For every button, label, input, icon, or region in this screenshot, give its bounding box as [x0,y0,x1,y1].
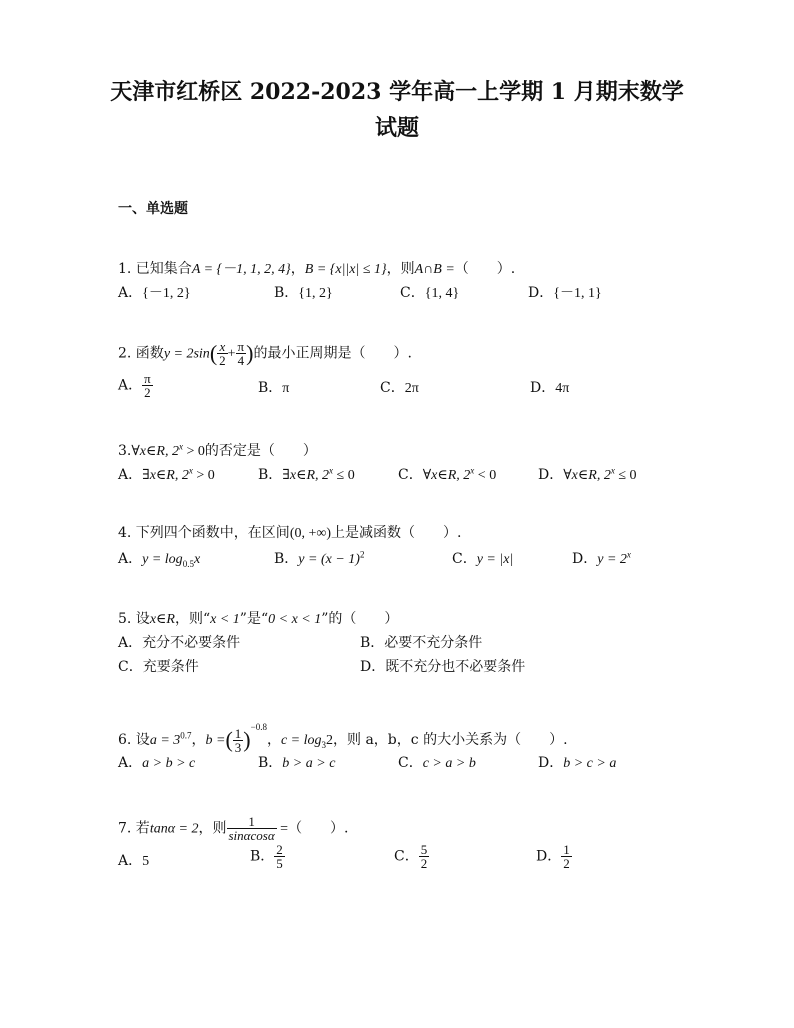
fraction-pi-over-2: $\frac{\pi}{2}$ [144,371,151,400]
q4-option-d[interactable]: D．$y = 2^x$ [572,549,631,567]
question-6: 6. 设$a = 3^{0.7}$，b =( $\frac{1}{3}$ )$^{-0.8}$，$c = \log_32$，则 a，b，c 的大小关系为（ ）. [118,722,568,755]
question-1: 1. 已知集合A = {－1, 1, 2, 4}，B = {x||x| ≤ 1}，则A∩B =（ ）. [118,261,516,277]
q2-option-c[interactable]: C．2π [380,380,419,396]
q2-option-d[interactable]: D．4π [530,380,570,396]
q6-option-d[interactable]: D．b > c > a [538,755,617,771]
q5-option-c[interactable]: C．充要条件 [118,659,199,675]
q3-option-d[interactable]: D．∀x∈R, $2^x \le 0$ [538,465,637,483]
q3-option-c[interactable]: C．∀x∈R, $2^x < 0$ [398,465,497,483]
q4-option-a[interactable]: A．$y = \log_{0.5}x$ [118,551,201,569]
q1-option-a[interactable]: A．{－1, 2} [118,285,191,301]
fraction-one-over-sincos: $\frac{1}{\sin\alpha\cos\alpha}$ [228,814,275,843]
fraction-two-fifths: $\frac{2}{5}$ [276,842,283,871]
q5-option-b[interactable]: B．必要不充分条件 [360,635,483,651]
question-5: 5. 设x∈R，则“x < 1”是“0 < x < 1”的（ ） [118,611,399,627]
q1-option-c[interactable]: C．{1, 4} [400,285,460,301]
section-heading: 一、单选题 [118,201,188,217]
q7-option-d[interactable]: D． $\frac{1}{2}$ [536,842,570,871]
question-7: 7. 若tanα = 2，则 $\frac{1}{\sin\alpha\cos\alpha}$ =（ ）. [118,814,349,843]
fraction-pi-over-4: $\frac{\pi}{4}$ [237,339,245,368]
title-line-2: 试题 [374,115,419,141]
q7-option-c[interactable]: C． $\frac{5}{2}$ [394,842,428,871]
question-4: 4. 下列四个函数中，在区间(0, +∞)上是减函数（ ）. [118,525,462,541]
q6-option-a[interactable]: A．a > b > c [118,755,196,771]
title-line-1: 天津市红桥区 2022-2023 学年高一上学期 1 月期末数学 [110,79,684,105]
q1-option-d[interactable]: D．{－1, 1} [528,285,602,301]
q5-option-d[interactable]: D．既不充分也不必要条件 [360,659,526,675]
q3-option-b[interactable]: B．∃x∈R, $2^x \le 0$ [258,465,355,483]
question-3: 3.∀x∈R, $2^x > 0$的否定是（ ） [118,441,317,459]
fraction-five-halves: $\frac{5}{2}$ [420,842,428,871]
q1-option-b[interactable]: B．{1, 2} [274,285,333,301]
q6-option-c[interactable]: C．c > a > b [398,755,476,771]
q2-option-a[interactable]: A． $\frac{\pi}{2}$ [118,371,151,400]
fraction-x-over-2: $\frac{x}{2}$ [219,339,226,368]
fraction-one-half: $\frac{1}{2}$ [563,842,570,871]
q4-option-c[interactable]: C．y = |x| [452,551,514,567]
q7-option-a[interactable]: A．5 [118,853,150,869]
q4-option-b[interactable]: B．$y = (x - 1)^2$ [274,549,365,567]
fraction-one-third: $\frac{1}{3}$ [234,725,242,755]
question-2: 2. 函数y = 2sin( $\frac{x}{2}$ + $\frac{\pi}{4}$ )的最小正周期是（ ）. [118,339,412,368]
q2-option-b[interactable]: B．π [258,380,290,396]
page-title [60,74,734,146]
q7-option-b[interactable]: B． $\frac{2}{5}$ [250,842,283,871]
q6-option-b[interactable]: B．b > a > c [258,755,336,771]
q5-option-a[interactable]: A．充分不必要条件 [118,635,241,651]
q3-option-a[interactable]: A．∃x∈R, $2^x > 0$ [118,465,215,483]
